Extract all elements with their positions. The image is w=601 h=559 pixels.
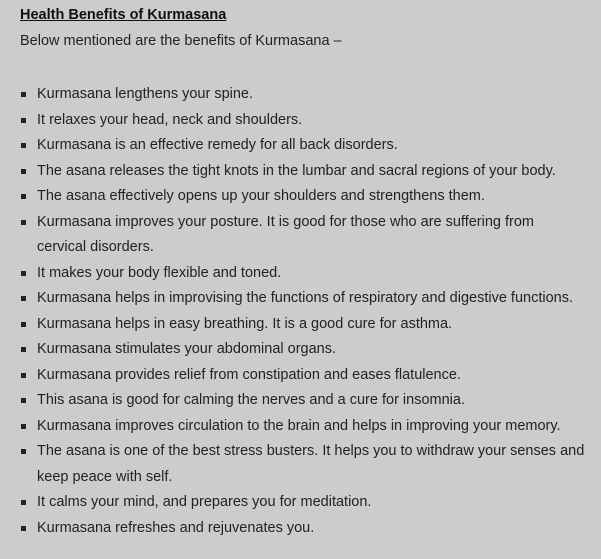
bullet-square-icon	[21, 322, 26, 327]
list-item-text: Kurmasana helps in easy breathing. It is a good cure for asthma.	[37, 315, 453, 332]
list-item-text: The asana is one of the best stress busters. It helps you to withdraw your senses and keep peace with self.	[37, 443, 585, 485]
list-item	[20, 82, 585, 108]
list-item	[20, 108, 585, 134]
list-item	[20, 439, 585, 490]
list-item-text: The asana releases the tight knots in the lumbar and sacral regions of your body.	[37, 162, 556, 179]
list-item-text: Kurmasana is an effective remedy for all back disorders.	[37, 137, 398, 153]
list-item-text: Kurmasana provides relief from constipation and eases flatulence.	[37, 366, 461, 383]
bullet-square-icon	[21, 169, 26, 174]
list-item	[20, 184, 585, 210]
list-item-text: Kurmasana helps in improvising the functions of respiratory and digestive functions.	[37, 290, 573, 306]
bullet-square-icon	[21, 271, 26, 276]
list-item	[20, 516, 585, 542]
bullet-square-icon	[21, 424, 26, 429]
list-item-text: Kurmasana refreshes and rejuvenates you.	[37, 519, 315, 536]
list-item	[20, 490, 585, 516]
benefits-list	[20, 82, 601, 541]
section-heading: Health Benefits of Kurmasana	[20, 7, 227, 23]
list-item	[20, 312, 585, 338]
list-item-text: This asana is good for calming the nerves and a cure for insomnia.	[37, 392, 465, 408]
bullet-square-icon	[21, 220, 26, 225]
list-item-text: Kurmasana improves your posture. It is good for those who are suffering from cervical disorders.	[37, 213, 535, 255]
list-item-text: Kurmasana lengthens your spine.	[37, 86, 254, 102]
list-item	[20, 388, 585, 414]
list-item-text: Kurmasana stimulates your abdominal organs.	[37, 341, 337, 357]
bullet-square-icon	[21, 92, 26, 97]
list-item	[20, 133, 585, 159]
bullet-square-icon	[21, 143, 26, 148]
intro-text: Below mentioned are the benefits of Kurmasana –	[20, 33, 342, 49]
list-item-text: It makes your body flexible and toned.	[37, 264, 282, 281]
bullet-square-icon	[21, 118, 26, 123]
list-item-text: It relaxes your head, neck and shoulders.	[37, 111, 303, 128]
bullet-square-icon	[21, 296, 26, 301]
bullet-square-icon	[21, 194, 26, 199]
bullet-square-icon	[21, 526, 26, 531]
list-item-text: It calms your mind, and prepares you for meditation.	[37, 494, 372, 510]
list-item	[20, 210, 585, 261]
list-item-text: The asana effectively opens up your shoulders and strengthens them.	[37, 188, 485, 204]
list-item-text: Kurmasana improves circulation to the brain and helps in improving your memory.	[37, 417, 561, 434]
list-item	[20, 414, 585, 440]
list-item	[20, 337, 585, 363]
bullet-square-icon	[21, 449, 26, 454]
bullet-square-icon	[21, 373, 26, 378]
list-item	[20, 261, 585, 287]
list-item	[20, 159, 585, 185]
list-item	[20, 363, 585, 389]
bullet-square-icon	[21, 347, 26, 352]
bullet-square-icon	[21, 500, 26, 505]
bullet-square-icon	[21, 398, 26, 403]
list-item	[20, 286, 585, 312]
